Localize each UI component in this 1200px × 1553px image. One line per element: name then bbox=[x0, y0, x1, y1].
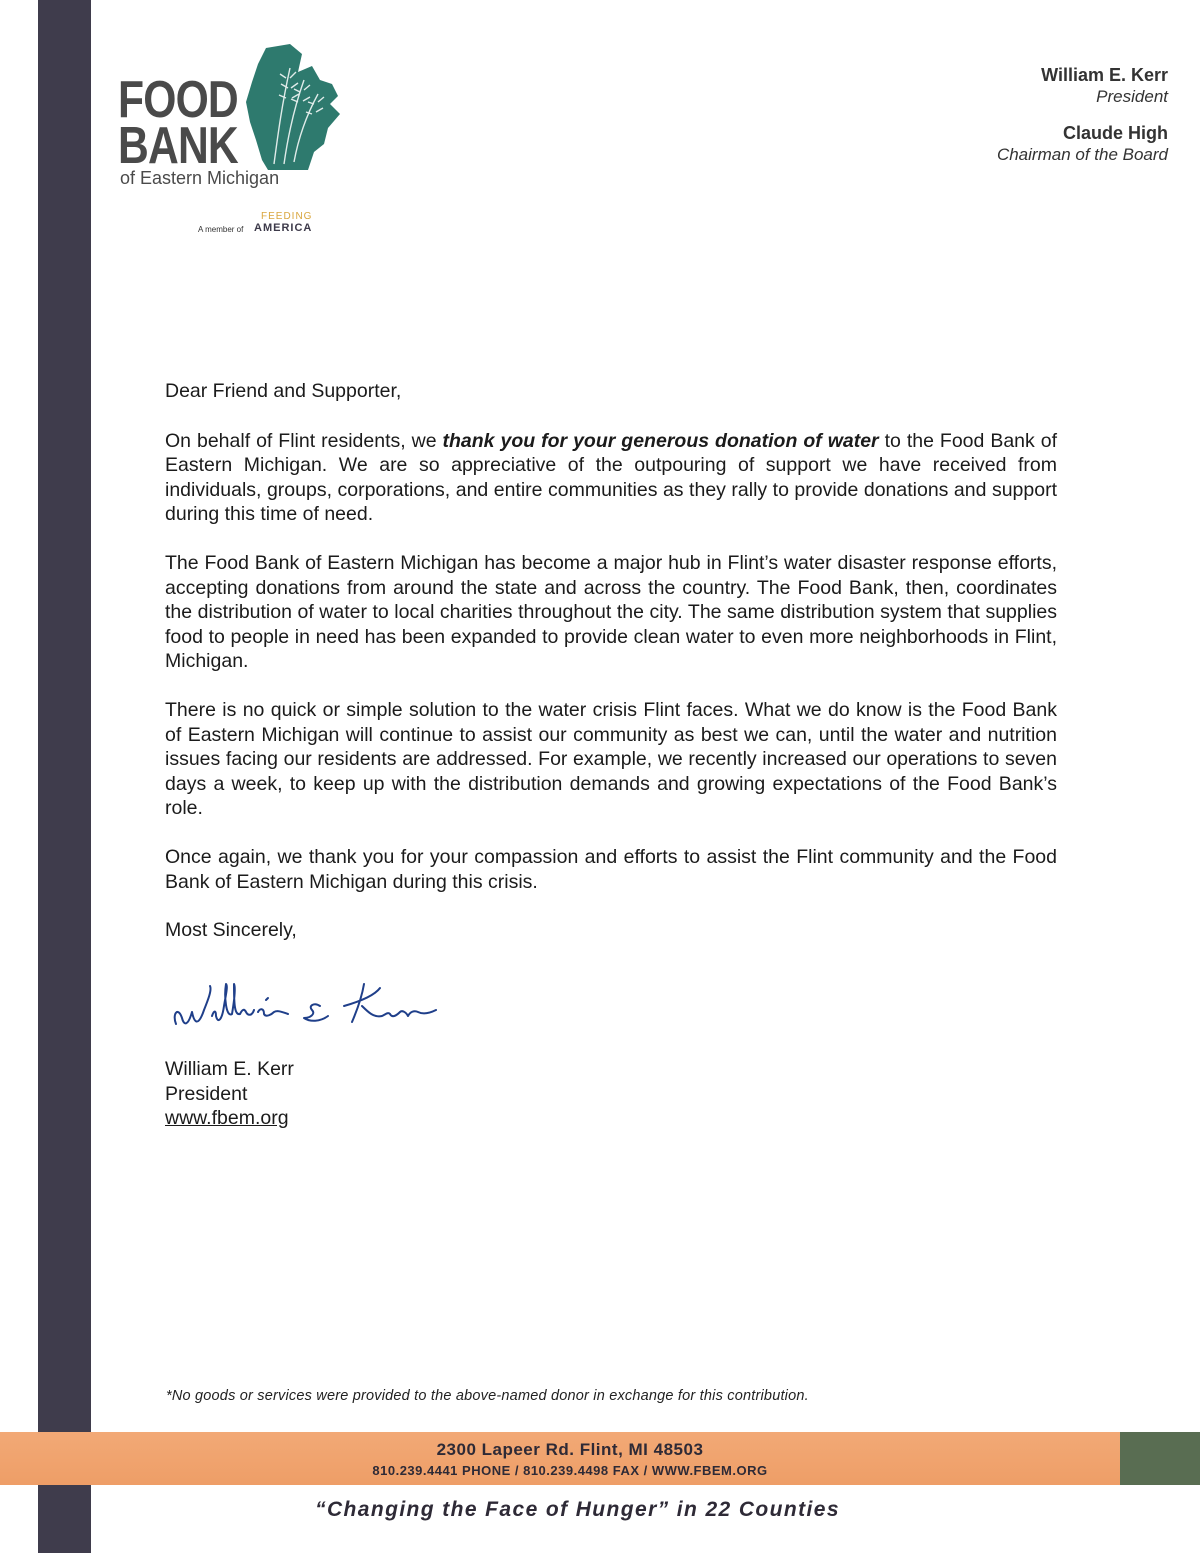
paragraph-4: Once again, we thank you for your compassion and efforts to assist the Flint community and the Food Bank of Eastern Michigan during this crisis. bbox=[165, 845, 1057, 893]
logo-subtitle: of Eastern Michigan bbox=[120, 168, 280, 188]
officer-chairman bbox=[868, 122, 1168, 166]
officer-president bbox=[868, 64, 1168, 108]
letter-body bbox=[165, 379, 1057, 967]
thank-you-emphasis: thank you for your generous donation of water bbox=[442, 429, 879, 452]
signature-block bbox=[165, 1057, 294, 1131]
logo-word-food: FOOD bbox=[118, 71, 238, 129]
member-prefix: A member of bbox=[198, 225, 244, 234]
tax-disclaimer: *No goods or services were provided to the above-named donor in exchange for this contribution. bbox=[166, 1388, 809, 1404]
paragraph-1 bbox=[165, 429, 1057, 527]
feeding-wordmark: FEEDING bbox=[261, 211, 313, 222]
officer-title: Chairman of the Board bbox=[996, 145, 1168, 164]
america-wordmark: AMERICA bbox=[254, 222, 313, 234]
paragraph-1-start: On behalf of Flint residents, we bbox=[165, 429, 443, 452]
feeding-america-member-mark bbox=[198, 208, 328, 238]
footer-tagline: “Changing the Face of Hunger” in 22 Counties bbox=[315, 1498, 840, 1521]
website-link[interactable]: www.fbem.org bbox=[165, 1107, 289, 1130]
footer-address: 2300 Lapeer Rd. Flint, MI 48503 bbox=[436, 1440, 704, 1459]
food-bank-logo bbox=[118, 44, 348, 244]
officer-name: William E. Kerr bbox=[1041, 65, 1168, 85]
michigan-map-wheat-icon bbox=[228, 44, 346, 174]
logo-word-bank: BANK bbox=[118, 117, 238, 175]
paragraph-1-end: to the Food Bank of Eastern Michigan. We are so appreciative of the outpouring of support we have received from individuals, groups, corporations, and entire communities as they rally to provide donations and support during this time of need. bbox=[165, 429, 1057, 526]
officer-name: Claude High bbox=[1062, 123, 1168, 143]
footer-contact: 810.239.4441 PHONE / 810.239.4498 FAX / WWW.FBEM.ORG bbox=[372, 1463, 768, 1478]
officers-block bbox=[868, 64, 1168, 166]
officer-title: President bbox=[1096, 87, 1168, 106]
closing: Most Sincerely, bbox=[165, 919, 297, 942]
paragraph-3: There is no quick or simple solution to the water crisis Flint faces. What we do know is the Food Bank of Eastern Michigan will continue to assist our community as best we can, until the water and nutrition issues facing our residents are addressed. For example, we recently increased our operations to seven days a week, to keep up with the distribution demands and growing expectations of the Food Bank’s role. bbox=[165, 698, 1057, 820]
left-sidebar-stripe bbox=[38, 0, 91, 1553]
salutation: Dear Friend and Supporter, bbox=[165, 380, 402, 402]
signer-name: William E. Kerr bbox=[165, 1058, 294, 1080]
paragraph-2: The Food Bank of Eastern Michigan has become a major hub in Flint’s water disaster response efforts, accepting donations from around the state and across the country. The Food Bank, then, coordinates the distribution of water to local charities throughout the city. The same distribution system that supplies food to people in need has been expanded to provide clean water to even more neighborhoods in Flint, Michigan. bbox=[165, 551, 1057, 673]
handwritten-signature bbox=[168, 966, 458, 1041]
signer-title: President bbox=[165, 1082, 248, 1105]
